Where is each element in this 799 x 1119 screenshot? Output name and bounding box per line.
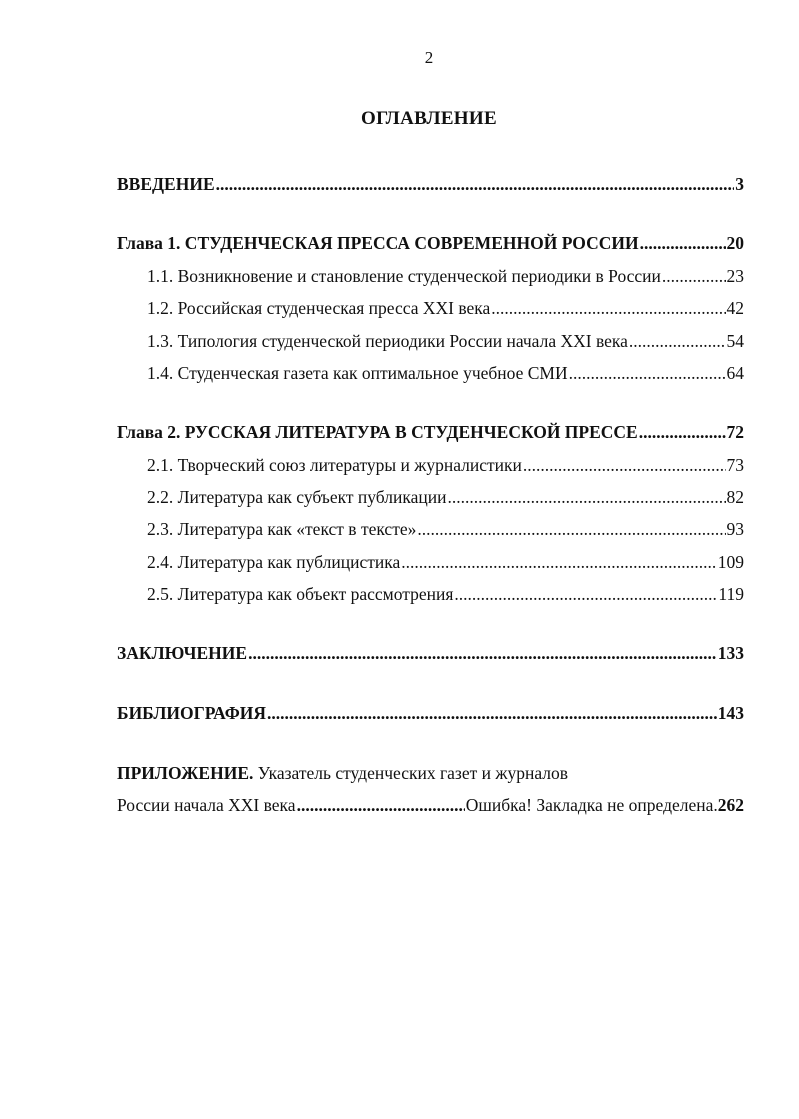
toc-entry-title: Глава 2. РУССКАЯ ЛИТЕРАТУРА В СТУДЕНЧЕСКОЙ ПРЕССЕ xyxy=(117,422,638,442)
toc-leader-dots xyxy=(267,702,717,724)
toc-entry-title: 1.1. Возникновение и становление студенческой периодики в России xyxy=(147,266,661,286)
bookmark-error-text: Ошибка! Закладка не определена. xyxy=(465,795,718,815)
page-title: ОГЛАВЛЕНИЕ xyxy=(361,108,497,129)
toc-entry-conclusion[interactable] xyxy=(117,642,744,664)
toc-entry-page: 73 xyxy=(726,455,744,475)
toc-entry-title: России начала XXI века xyxy=(117,795,296,815)
toc-entry-page: 143 xyxy=(717,703,744,723)
toc-entry-title: 2.5. Литература как объект рассмотрения xyxy=(147,584,454,604)
toc-entry-title: 1.2. Российская студенческая пресса XXI века xyxy=(147,298,491,318)
toc-entry-title: 2.3. Литература как «текст в тексте» xyxy=(147,519,417,539)
toc-entry-page: 54 xyxy=(726,331,744,351)
toc-leader-dots xyxy=(447,486,725,508)
toc-entry-chapter-1[interactable] xyxy=(117,232,744,254)
toc-leader-dots xyxy=(248,642,717,664)
toc-entry-page: 119 xyxy=(718,584,744,604)
toc-leader-dots xyxy=(297,794,465,816)
toc-entry-page: 64 xyxy=(726,363,744,383)
toc-entry-bibliography[interactable] xyxy=(117,702,744,724)
toc-entry-section-2-4[interactable] xyxy=(147,551,744,573)
toc-entry-page: 82 xyxy=(726,487,744,507)
toc-leader-dots xyxy=(640,232,726,254)
toc-entry-section-1-1[interactable] xyxy=(147,265,744,287)
toc-entry-section-1-3[interactable] xyxy=(147,330,744,352)
toc-entry-chapter-2[interactable] xyxy=(117,421,744,443)
toc-entry-page: 23 xyxy=(726,266,744,286)
toc-entry-section-2-1[interactable] xyxy=(147,454,744,476)
appendix-text: Указатель студенческих газет и журналов xyxy=(257,763,568,783)
toc-leader-dots xyxy=(454,583,717,605)
toc-entry-page: 93 xyxy=(726,519,744,539)
toc-leader-dots xyxy=(216,173,735,195)
toc-entry-title: БИБЛИОГРАФИЯ xyxy=(117,703,266,723)
toc-entry-page: 262 xyxy=(717,795,744,815)
toc-entry-section-1-2[interactable] xyxy=(147,297,744,319)
toc-entry-title: 2.2. Литература как субъект публикации xyxy=(147,487,447,507)
appendix-lead: ПРИЛОЖЕНИЕ. xyxy=(117,763,254,783)
toc-entry-title: ЗАКЛЮЧЕНИЕ xyxy=(117,643,248,663)
toc-entry-page: 42 xyxy=(726,298,744,318)
toc-leader-dots xyxy=(662,265,726,287)
toc-leader-dots xyxy=(401,551,717,573)
toc-leader-dots xyxy=(639,421,726,443)
toc-entry-page: 109 xyxy=(717,552,744,572)
toc-leader-dots xyxy=(523,454,726,476)
toc-entry-section-2-5[interactable] xyxy=(147,583,744,605)
toc-leader-dots xyxy=(629,330,726,352)
toc-entry-section-2-3[interactable] xyxy=(147,518,744,540)
toc-entry-title: 2.1. Творческий союз литературы и журналистики xyxy=(147,455,522,475)
toc-entry-title: 1.3. Типология студенческой периодики России начала XXI века xyxy=(147,331,628,351)
toc-entry-title: Глава 1. СТУДЕНЧЕСКАЯ ПРЕССА СОВРЕМЕННОЙ РОССИИ xyxy=(117,233,639,253)
toc-leader-dots xyxy=(491,297,725,319)
toc-entry-title: ВВЕДЕНИЕ xyxy=(117,174,215,194)
toc-entry-page: 72 xyxy=(726,422,744,442)
toc-entry-page: 133 xyxy=(717,643,744,663)
toc-leader-dots xyxy=(569,362,726,384)
toc-entry-title: 1.4. Студенческая газета как оптимальное учебное СМИ xyxy=(147,363,568,383)
toc-entry-page: 3 xyxy=(735,174,744,194)
toc-entry-appendix-line-1[interactable] xyxy=(117,762,568,784)
toc-entry-section-2-2[interactable] xyxy=(147,486,744,508)
toc-entry-page: 20 xyxy=(726,233,744,253)
toc-entry-section-1-4[interactable] xyxy=(147,362,744,384)
toc-entry-appendix-line-2[interactable] xyxy=(117,794,744,816)
toc-entry-introduction[interactable] xyxy=(117,173,744,195)
page-number: 2 xyxy=(424,48,434,67)
toc-entry-title: 2.4. Литература как публицистика xyxy=(147,552,401,572)
toc-leader-dots xyxy=(417,518,725,540)
